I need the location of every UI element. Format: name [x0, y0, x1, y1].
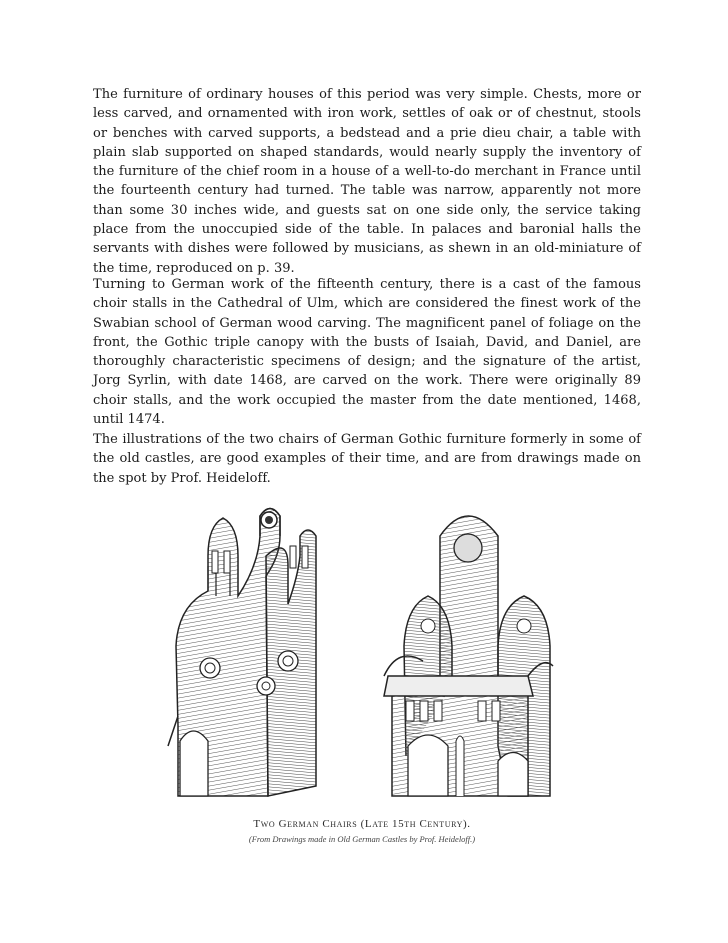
figure-caption-subtitle: (From Drawings made in Old German Castles by Prof. Heideloff.) — [248, 834, 476, 844]
paragraph-furniture-ordinary-houses: The furniture of ordinary houses of this period was very simple. Chests, more or less carved, and ornamented with iron work, settles of oak or of chestnut, stools or benches with carved supports, a bedstead and a prie dieu chair, a table with plain slab supported on shaped standards, would nearly supply the inventory of the furniture of the chief room in a house of a well-to-do merchant in France until the fourteenth century had turned. The table was narrow, apparently not more than some 30 inches wide, and guests sat on one side only, the service taking place from the unoccupied side of the table. In palaces and baronial halls the servants with dishes were followed by musicians, as shewn in an old-miniature of the time, reproduced on p. 39. — [93, 87, 641, 276]
paragraph-illustrations: The illustrations of the two chairs of German Gothic furniture formerly in some of the old castles, are good examples of their time, and are from drawings made on the spot by Prof. Heideloff. — [93, 432, 641, 486]
left-chair-drawing — [168, 509, 316, 797]
chairs-engraving-image — [148, 496, 576, 816]
figure-caption-title: Two German Chairs (Late 15th Century). — [253, 818, 471, 830]
figure-two-german-chairs — [148, 496, 576, 854]
paragraph-german-work: Turning to German work of the fifteenth century, there is a cast of the famous choir stalls in the Cathedral of Ulm, which are considered the finest work of the Swabian school of German wood carving. The magnificent panel of foliage on the front, the Gothic triple canopy with the busts of Isaiah, David, and Daniel, are thoroughly characteristic specimens of design; and the signature of the artist, Jorg Syrlin, with date 1468, are carved on the work. There were originally 89 choir stalls, and the work occupied the master from the date mentioned, 1468, until 1474. — [93, 277, 641, 428]
right-chair-drawing — [384, 516, 553, 796]
